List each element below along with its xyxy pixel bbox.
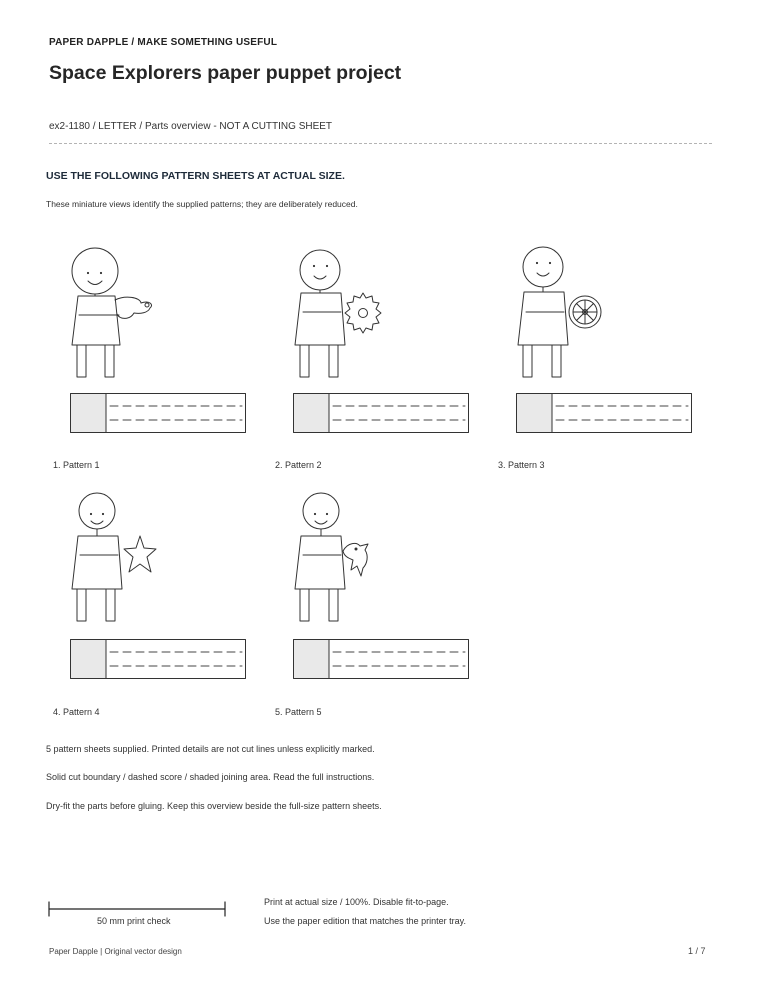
page-number: 1 / 7 [688,946,706,956]
scale-bar [49,902,225,916]
section-title: USE THE FOLLOWING PATTERN SHEETS AT ACTUAL SIZE. [46,170,345,182]
joining-tab [517,394,692,433]
wheel-icon [569,296,601,328]
pattern-label-3: 3. Pattern 3 [498,460,545,470]
footer-credit: Paper Dapple | Original vector design [49,947,182,956]
note-2: Solid cut boundary / dashed score / shaded joining area. Read the full instructions. [46,772,375,782]
section-intro: These miniature views identify the supplied patterns; they are deliberately reduced. [46,199,358,209]
pattern-label-5: 5. Pattern 5 [275,707,322,717]
page-title: Space Explorers paper puppet project [49,62,402,84]
joining-tab [71,640,246,679]
gear-icon [345,293,381,333]
joining-tab [294,394,469,433]
puppet-figure [295,250,345,377]
pattern-label-4: 4. Pattern 4 [53,707,100,717]
meta-line: ex2-1180 / LETTER / Parts overview - NOT A CUTTING SHEET [49,121,333,132]
print-instruction-1: Print at actual size / 100%. Disable fit-to-page. [264,897,449,907]
print-instruction-2: Use the paper edition that matches the printer tray. [264,916,466,926]
puppet-figure [518,247,568,377]
puppet-figure [72,493,122,621]
pattern-thumbnail-3 [517,247,692,433]
hand-blob-icon [115,297,152,318]
puppet-figure [295,493,345,621]
pattern-thumbnail-1 [71,248,246,433]
joining-tab [294,640,469,679]
brand-line: PAPER DAPPLE / MAKE SOMETHING USEFUL [49,37,278,48]
pattern-label-1: 1. Pattern 1 [53,460,100,470]
note-1: 5 pattern sheets supplied. Printed details are not cut lines unless explicitly marked. [46,744,375,754]
bird-icon [343,543,368,576]
note-3: Dry-fit the parts before gluing. Keep this overview beside the full-size pattern sheets. [46,801,382,811]
pattern-thumbnail-4 [71,493,246,679]
pattern-thumbnail-2 [294,250,469,433]
pattern-label-2: 2. Pattern 2 [275,460,322,470]
star-icon [124,536,156,572]
scale-label: 50 mm print check [97,916,171,926]
puppet-figure [72,248,120,377]
pattern-thumbnail-5 [294,493,469,679]
joining-tab [71,394,246,433]
